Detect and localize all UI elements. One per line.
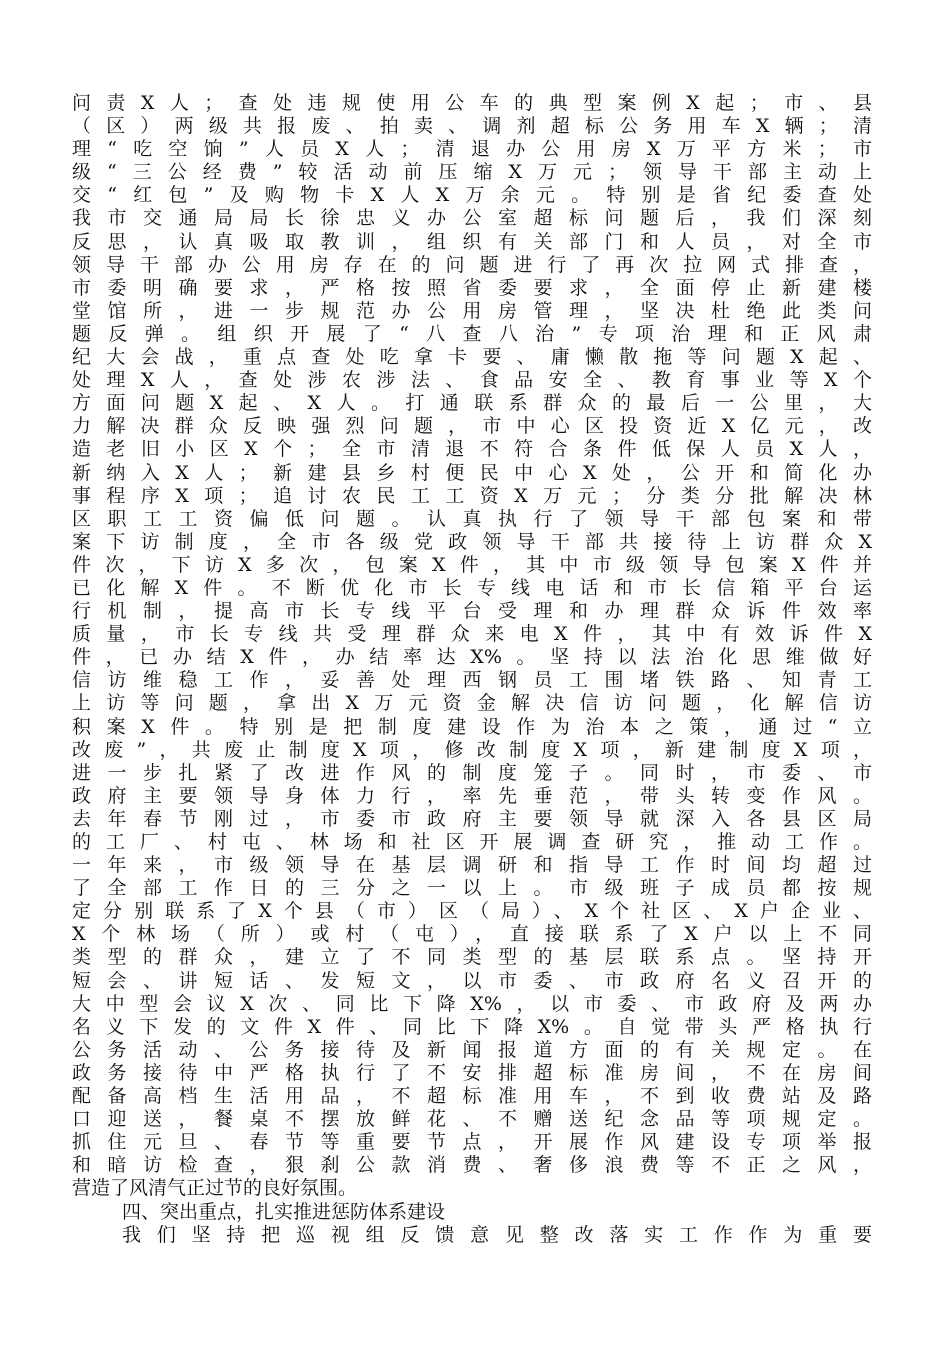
text-line: 了全部工作日的三分之一以上。市级班子成员都按规 (72, 877, 872, 900)
text-line: 行机制，提高市长专线平台受理和办理群众诉件效率 (72, 600, 872, 623)
document-body (72, 92, 872, 1247)
text-line: 区职工工资偏低问题。认真执行了领导干部包案和带 (72, 507, 872, 530)
text-line: 信访维稳工作，妥善处理西钢员工围堵铁路、知青工 (72, 669, 872, 692)
text-line: 已化解X件。不断优化市长专线电话和市长信箱平台运 (72, 576, 872, 599)
text-line: 我市交通局局长徐忠义办公室超标问题后，我们深刻 (72, 207, 872, 230)
text-line: 题反弹。组织开展了“八查八治”专项治理和正风肃 (72, 322, 872, 345)
text-line: 定分别联系了X个县（市）区（局）、X个社区、X户企业、 (72, 900, 872, 923)
text-line: X个林场（所）或村（屯），直接联系了X户以上不同 (72, 923, 872, 946)
text-line: 件，已办结X件，办结率达X%。坚持以法治化思维做好 (72, 646, 872, 669)
text-line: 营造了风清气正过节的良好氛围。 (72, 1177, 358, 1200)
text-line: 口迎送，餐桌不摆放鲜花、不赠送纪念品等项规定。 (72, 1108, 872, 1131)
text-line: 去年春节刚过，市委市政府主要领导就深入各县区局 (72, 807, 872, 830)
text-line: 改废”，共废止制度X项，修改制度X项，新建制度X项， (72, 738, 872, 761)
text-line: 级“三公经费”较活动前压缩X万元；领导干部主动上 (72, 161, 872, 184)
text-line: 案下访制度，全市各级党政领导干部共接待上访群众X (72, 530, 872, 553)
text-line: 领导干部办公用房存在的问题进行了再次拉网式排查， (72, 253, 872, 276)
text-line: 类型的群众，建立了不同类型的基层联系点。坚持开 (72, 946, 872, 969)
text-line: 短会、讲短话、发短文，以市委、市政府名义召开的 (72, 969, 872, 992)
text-line: 抓住元旦、春节等重要节点，开展作风建设专项举报 (72, 1131, 872, 1154)
text-line: 积案X件。特别是把制度建设作为治本之策，通过“立 (72, 715, 872, 738)
text-line: （区）两级共报废、拍卖、调剂超标公务用车X辆；清 (72, 115, 872, 138)
text-line: 事程序X项；追讨农民工工资X万元；分类分批解决林 (72, 484, 872, 507)
text-line: 公务活动、公务接待及新闻报道方面的有关规定。在 (72, 1038, 872, 1061)
text-line: 名义下发的文件X件、同比下降X%。自觉带头严格执行 (72, 1015, 872, 1038)
paragraph-start: 我们坚持把巡视组反馈意见整改落实工作作为重要 (122, 1223, 872, 1246)
text-line: 交“红包”及购物卡X人X万余元。特别是省纪委查处 (72, 184, 872, 207)
text-line: 质量，市长专线共受理群众来电X件，其中有效诉件X (72, 623, 872, 646)
text-line: 大中型会议X次、同比下降X%，以市委、市政府及两办 (72, 992, 872, 1015)
text-line: 方面问题X起、X人。打通联系群众的最后一公里，大 (72, 392, 872, 415)
text-line: 政府主要领导身体力行，率先垂范，带头转变作风。 (72, 784, 872, 807)
text-line: 造老旧小区X个；全市清退不符合条件低保人员X人， (72, 438, 872, 461)
text-line: 纪大会战，重点查处吃拿卡要、庸懒散拖等问题X起、 (72, 346, 872, 369)
text-line: 上访等问题，拿出X万元资金解决信访问题，化解信访 (72, 692, 872, 715)
text-line: 力解决群众反映强烈问题，市中心区投资近X亿元，改 (72, 415, 872, 438)
paragraph-lines (72, 92, 872, 1201)
text-line: 政务接待中严格执行了不安排超标准房间，不在房间 (72, 1061, 872, 1084)
text-line: 新纳入X人；新建县乡村便民中心X处，公开和简化办 (72, 461, 872, 484)
text-line: 的工厂、村屯、林场和社区开展调查研究，推动工作。 (72, 831, 872, 853)
text-line: 堂馆所，进一步规范办公用房管理，坚决杜绝此类问 (72, 299, 872, 322)
text-line: 反思，认真吸取教训，组织有关部门和人员，对全市 (72, 230, 872, 253)
text-line: 进一步扎紧了改进作风的制度笼子。同时，市委、市 (72, 761, 872, 784)
text-line: 市委明确要求，严格按照省委要求，全面停止新建楼 (72, 276, 872, 299)
text-line: 理“吃空饷”人员X人；清退办公用房X万平方米；市 (72, 138, 872, 161)
text-line: 问责X人；查处违规使用公车的典型案例X起；市、县 (72, 92, 872, 114)
text-line: 一年来，市级领导在基层调研和指导工作时间均超过 (72, 854, 872, 877)
section-heading: 四、突出重点，扎实推进惩防体系建设 (122, 1200, 446, 1223)
text-line: 和暗访检查，狠刹公款消费、奢侈浪费等不正之风， (72, 1154, 872, 1177)
text-line: 配备高档生活用品，不超标准用车，不到收费站及路 (72, 1085, 872, 1108)
text-line: 处理X人，查处涉农涉法、食品安全、教育事业等X个 (72, 369, 872, 392)
text-line: 件次，下访X多次，包案X件，其中市级领导包案X件并 (72, 553, 872, 576)
